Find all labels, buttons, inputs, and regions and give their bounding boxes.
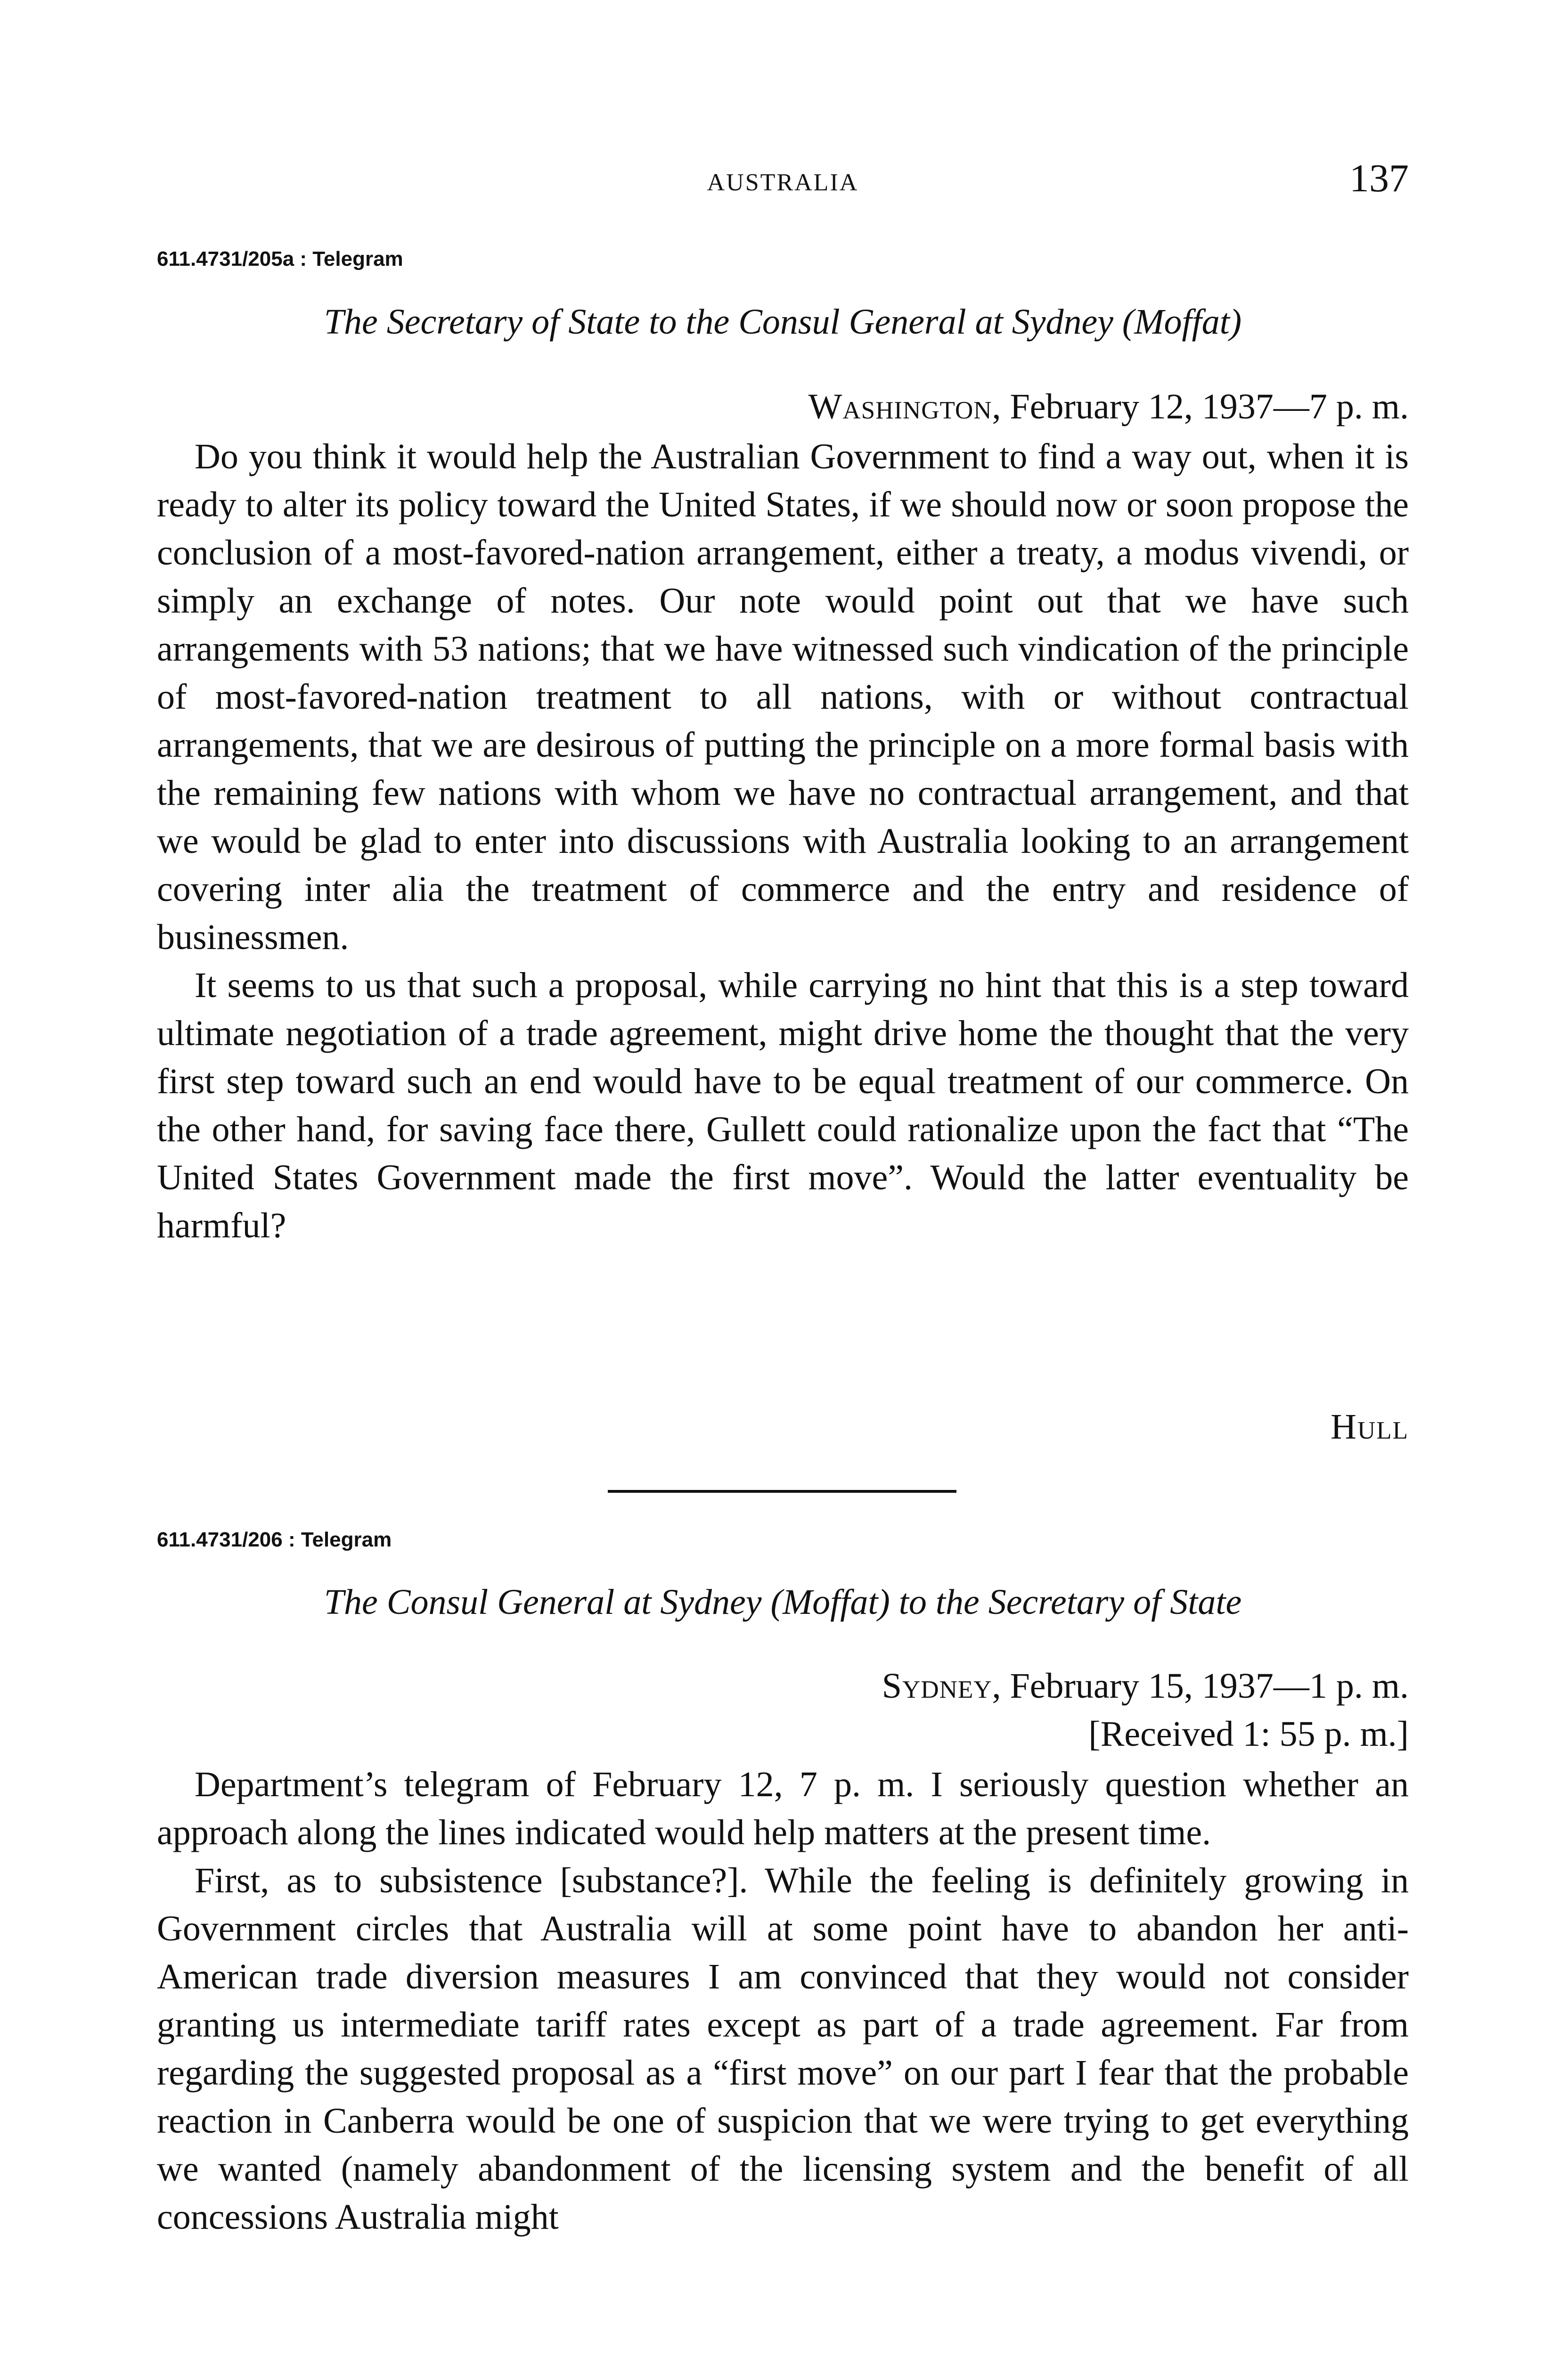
- dateline-date-2: , February 15, 1937—1 p. m.: [992, 1666, 1409, 1706]
- dateline-place-1: Washington: [808, 387, 992, 426]
- running-title: AUSTRALIA: [707, 169, 859, 196]
- page-number: 137: [1349, 156, 1409, 200]
- received-note: [Received 1: 55 p. m.]: [1088, 1714, 1409, 1754]
- document-title-1: The Secretary of State to the Consul General at Sydney (Moffat): [324, 302, 1242, 342]
- paragraph: Do you think it would help the Australian Government to find a way out, when it is ready to alter its policy toward the United States, if we should now or soon propose the conclusion of a most-favored-nation arrangement, either a treaty, a modus vivendi, or simply an exchange of notes. Our note would point out that we have such arrangements with 53 nations; that we have witnessed such vindication of the principle of most-favored-nation treatment to all nations, with or without contractual arrangements, that we are desirous of putting the principle on a more formal basis with the remaining few nations with whom we have no contractual arrangement, and that we would be glad to enter into discussions with Australia looking to an arrangement covering inter alia the treatment of commerce and the entry and residence of businessmen.: [157, 437, 1409, 957]
- document-body-1: [157, 433, 1409, 1250]
- file-reference-1: 611.4731/205a : Telegram: [157, 247, 403, 270]
- dateline-2: [882, 1666, 1409, 1707]
- paragraph: It seems to us that such a proposal, while carrying no hint that this is a step toward ultimate negotiation of a trade agreement, might drive home the thought that the very first step toward such an end would have to be equal treatment of our commerce. On the other hand, for saving face there, Gullett could rationalize upon the fact that “The United States Government made the first move”. Would the latter eventuality be harmful?: [157, 965, 1409, 1245]
- paragraph: First, as to subsistence [substance?]. While the feeling is definitely growing in Government circles that Australia will at some point have to abandon her anti-American trade diversion measures I am convinced that they would not consider granting us intermediate tariff rates except as part of a trade agreement. Far from regarding the suggested proposal as a “first move” on our part I fear that the probable reaction in Canberra would be one of suspicion that we were trying to get everything we wanted (namely abandonment of the licensing system and the benefit of all concessions Australia might: [157, 1861, 1409, 2237]
- file-reference-2: 611.4731/206 : Telegram: [157, 1528, 392, 1551]
- signature: Hull: [1331, 1407, 1409, 1447]
- dateline-place-2: Sydney: [882, 1666, 992, 1706]
- dateline-date-1: , February 12, 1937—7 p. m.: [992, 387, 1409, 426]
- document-title-2: The Consul General at Sydney (Moffat) to the Secretary of State: [324, 1582, 1242, 1622]
- dateline-1: [808, 386, 1409, 427]
- section-separator: [608, 1490, 956, 1493]
- running-head: [157, 155, 1409, 212]
- paragraph: Department’s telegram of February 12, 7 p. m. I seriously question whether an approach along the lines indicated would help matters at the present time.: [157, 1765, 1409, 1852]
- document-body-2: [157, 1760, 1409, 2241]
